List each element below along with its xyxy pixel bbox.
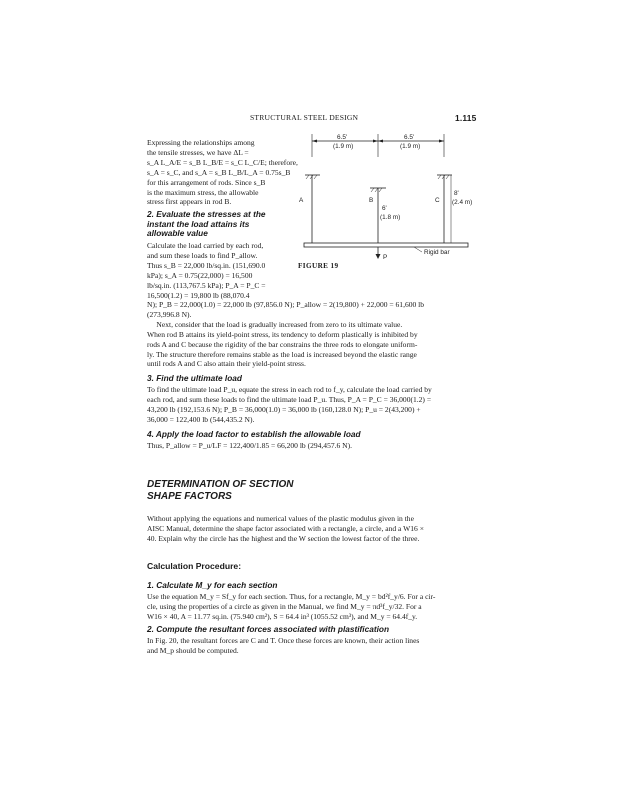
text-line: AISC Manual, determine the shape factor associated with a rectangle, a circle, and a W16 × [147,523,424,533]
text-line: When rod B attains its yield-point stress, its tendency to deform plastically is inhibited by [147,329,418,339]
intro-paragraph [147,138,298,207]
dim-right-label: 6.5' [404,134,415,141]
arrow-head [373,140,378,143]
step-1-body [147,592,472,622]
text-line: 16,500(1.2) = 19,800 lb (88,070.4 [147,290,250,300]
text-line: for this arrangement of rods. Since s_B [147,177,266,187]
step-2-heading [147,210,266,239]
heading-line: 2. Evaluate the stresses at the [147,209,266,219]
text-line: 43,200 lb (192,153.6 N); P_B = 36,000(1.0) = 36,000 lb (160,128.0 N); P_u = 2(43,200) + [147,404,421,414]
rod-c-length-metric: (2.4 m) [452,199,473,206]
step-3-heading: 3. Find the ultimate load [147,373,242,383]
section-title-line: SHAPE FACTORS [147,490,232,502]
section-title [147,479,293,502]
load-arrow-head [376,254,381,259]
arrow-head [378,140,383,143]
rod-b-label: B [369,197,374,204]
heading-line: instant the load attains its [147,218,250,229]
load-label: P [383,254,388,259]
text-line: 40. Explain why the circle has the highest and the W section the lowest factor of the three. [147,533,420,543]
figure-19-diagram [296,129,476,259]
step-4-body [147,441,472,451]
hatch [306,175,317,179]
text-line: To find the ultimate load P_u, equate the stress in each rod to f_y, calculate the load carried by [147,385,432,394]
figure-caption: FIGURE 19 [298,262,339,270]
text-line: is the maximum stress, the allowable [147,187,259,197]
text-line: Expressing the relationships among [147,138,255,147]
text-line: cle, using the properties of a circle as given in the Manual, we find M_y = πd³f_y/32. For a [147,601,422,611]
section-title-line: DETERMINATION OF SECTION [147,479,294,490]
text-line: W16 × 40, A = 11.77 sq.in. (75.940 cm²), S = 64.4 in³ (1055.52 cm³), and M_y = 64.4f_y. [147,611,418,621]
dim-left-label: 6.5' [337,134,348,141]
page-number: 1.115 [455,113,477,123]
step-1-heading: 1. Calculate M_y for each section [147,580,278,590]
step-2b-heading: 2. Compute the resultant forces associated with plastification [147,624,390,634]
text-line: 36,000 = 122,400 lb (544,435.2 N). [147,414,255,424]
text-line: s_A = s_C, and s_A = s_B L_B/L_A = 0.75s_B [147,167,291,177]
rod-b-length-metric: (1.8 m) [380,214,401,221]
text-line: Use the equation M_y = Sf_y for each section. Thus, for a rectangle, M_y = bd²f_y/6. For a cir- [147,592,436,601]
text-line: (273,996.8 N). [147,309,192,319]
rigid-bar [304,243,468,247]
text-line: and M_p should be computed. [147,645,239,655]
text-line: N); P_B = 22,000(1.0) = 22,000 lb (97,856.0 N); P_allow = 2(19,800) + 22,000 = 61,600 lb [147,300,425,309]
text-line: Next, consider that the load is gradually increased from zero to its ultimate value. [147,319,403,329]
text-line: Calculate the load carried by each rod, [147,241,264,250]
text-line: s_A L_A/E = s_B L_B/E = s_C L_C/E; therefore, [147,157,298,167]
problem-statement [147,514,472,544]
hatch [371,188,382,192]
text-line: until rods A and C also attain their yield-point stress. [147,359,306,369]
rod-a-label: A [299,197,304,204]
text-line: stress first appears in rod B. [147,197,232,207]
text-line: kPa); s_A = 0.75(22,000) = 16,500 [147,270,253,280]
text-line: and sum these loads to find P_allow. [147,250,258,260]
rod-b-length: 6' [382,205,387,212]
step-2-body-full [147,300,472,369]
rod-c-label: C [435,197,440,204]
dim-right-metric: (1.9 m) [400,143,421,150]
step-4-heading: 4. Apply the load factor to establish the allowable load [147,429,361,439]
bar-leader [414,247,422,252]
hatch [438,175,449,179]
rod-c-length: 8' [454,190,459,197]
arrow-head [312,140,317,143]
heading-line: allowable value [147,228,208,239]
text-line: Without applying the equations and numerical values of the plastic modulus given in the [147,514,414,523]
step-3-body [147,385,472,425]
text-line: Thus, P_allow = P_u/LF = 122,400/1.85 = 66,200 lb (294,457.6 N). [147,441,353,450]
step-2-body-narrow [147,241,287,300]
text-line: the tensile stresses, we have ΔL = [147,147,249,157]
text-line: Thus s_B = 22,000 lb/sq.in. (151,690.0 [147,260,266,270]
arrow-head [439,140,444,143]
text-line: each rod, and sum these loads to find the ultimate load P_u. Thus, P_A = P_C = 36,000(1.2) = [147,394,432,404]
dim-left-metric: (1.9 m) [333,143,354,150]
procedure-heading: Calculation Procedure: [147,561,242,571]
step-2b-body [147,636,472,656]
text-line: lb/sq.in. (113,767.5 kPa); P_A = P_C = [147,280,266,290]
text-line: In Fig. 20, the resultant forces are C and T. Once these forces are known, their action lines [147,636,420,645]
rigid-bar-label: Rigid bar [424,249,450,256]
running-header: STRUCTURAL STEEL DESIGN [250,113,359,122]
text-line: rods A and C because the rigidity of the bar constrains the three rods to elongate uniform- [147,339,418,349]
text-line: ly. The structure therefore remains stable as the load is increased beyond the elastic range [147,349,417,359]
